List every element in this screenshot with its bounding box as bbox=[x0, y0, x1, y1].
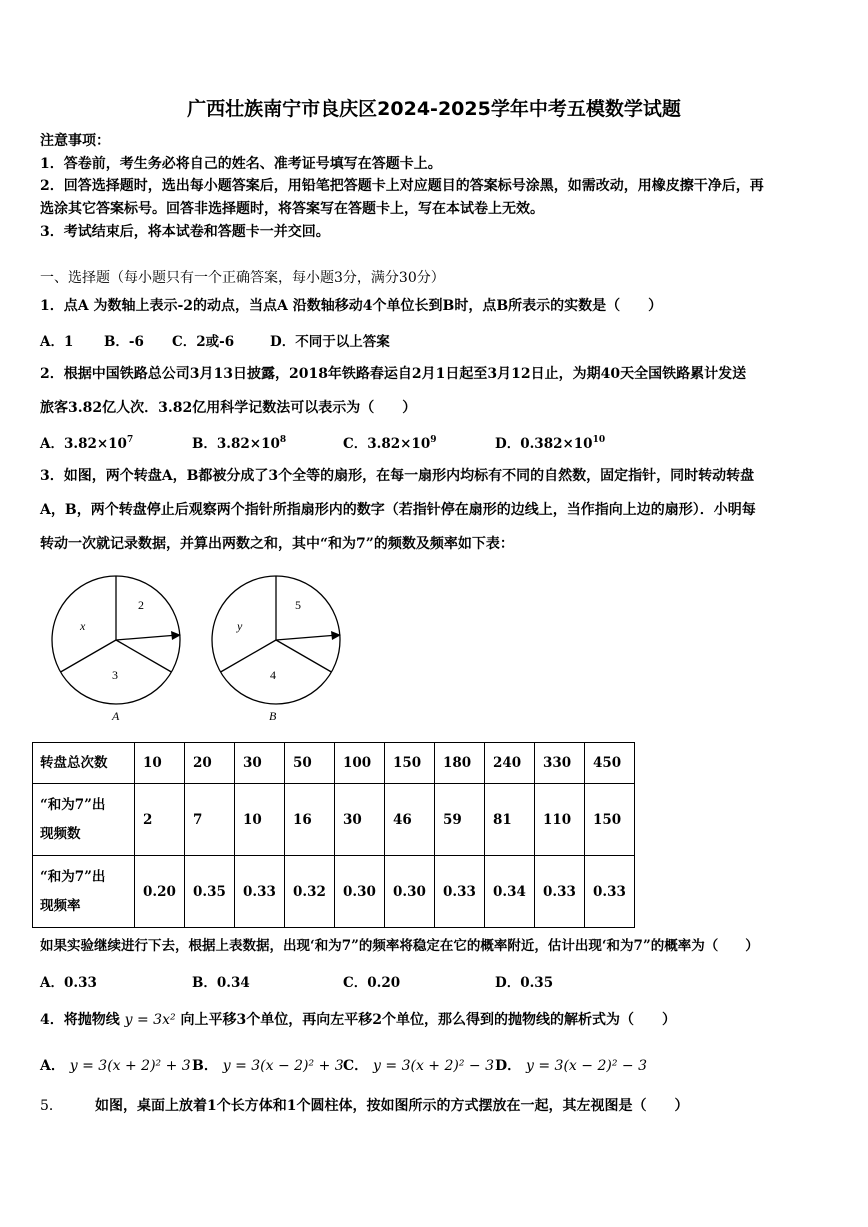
q2-option-b bbox=[192, 432, 286, 452]
q3-followup: 如果实验继续进行下去，根据上表数据，出现‘和为7”的频率将稳定在它的概率附近，估计出现‘和为7”的概率为（ ） bbox=[40, 938, 759, 954]
table-cell: 46 bbox=[385, 784, 435, 856]
q2-stem-line2: 旅客3.82亿人次．3.82亿用科学记数法可以表示为（ ） bbox=[40, 400, 417, 416]
option-label: C． bbox=[343, 1058, 369, 1074]
table-row bbox=[33, 784, 635, 856]
spinner-a-bottom: 3 bbox=[112, 668, 118, 682]
table-cell: 7 bbox=[185, 784, 235, 856]
table-cell: 0.33 bbox=[535, 856, 585, 928]
q5-stem: 如图，桌面上放着1个长方体和1个圆柱体，按如图所示的方式摆放在一起，其左视图是（ ） bbox=[95, 1098, 689, 1114]
q4-stem-post: 向上平移3个单位，再向左平移2个单位，那么得到的抛物线的解析式为（ ） bbox=[180, 1012, 676, 1028]
q4-option-b bbox=[192, 1056, 344, 1076]
table-cell: 81 bbox=[485, 784, 535, 856]
q2-b-base: B．3.82×10 bbox=[192, 436, 280, 452]
q3-option-c: C．0.20 bbox=[343, 975, 401, 991]
spinner-a bbox=[52, 576, 181, 723]
q2-c-exp: 9 bbox=[430, 435, 437, 445]
q4-a-expr: y = 3(x + 2)² + 3 bbox=[69, 1058, 191, 1074]
table-cell: 0.30 bbox=[335, 856, 385, 928]
notice-heading: 注意事项： bbox=[40, 133, 110, 149]
notice-item-2a: 2．回答选择题时，选出每小题答案后，用铅笔把答题卡上对应题目的答案标号涂黑，如需改动，用橡皮擦干净后，再 bbox=[40, 178, 764, 194]
table-cell: 330 bbox=[535, 743, 585, 784]
table-cell: 0.33 bbox=[235, 856, 285, 928]
q4-option-a bbox=[40, 1056, 191, 1076]
table-cell: 30 bbox=[335, 784, 385, 856]
table-cell: 0.30 bbox=[385, 856, 435, 928]
spinner-a-left: x bbox=[80, 619, 86, 633]
page-title: 广西壮族南宁市良庆区2024-2025学年中考五模数学试题 bbox=[187, 98, 681, 120]
table-header-cell bbox=[33, 784, 135, 856]
q4-d-expr: y = 3(x − 2)² − 3 bbox=[526, 1058, 647, 1074]
option-label: D． bbox=[495, 1058, 522, 1074]
table-cell: 16 bbox=[285, 784, 335, 856]
notice-item-3: 3．考试结束后，将本试卷和答题卡一并交回。 bbox=[40, 224, 330, 240]
q4-c-expr: y = 3(x + 2)² − 3 bbox=[373, 1058, 494, 1074]
q4-stem bbox=[40, 1010, 676, 1030]
section-heading: 一、选择题（每小题只有一个正确答案，每小题3分，满分30分） bbox=[40, 270, 445, 286]
table-cell: 0.33 bbox=[435, 856, 485, 928]
table-cell: 180 bbox=[435, 743, 485, 784]
q1-option-c: C．2或-6 bbox=[172, 334, 235, 350]
q3-option-a: A．0.33 bbox=[40, 975, 97, 991]
option-label: B． bbox=[192, 1058, 218, 1074]
q3-stem-line2: A，B，两个转盘停止后观察两个指针所指扇形内的数字（若指针停在扇形的边线上，当作指向上边的扇形）．小明每 bbox=[40, 502, 756, 518]
q2-option-a bbox=[40, 432, 133, 452]
q4-b-expr: y = 3(x − 2)² + 3 bbox=[222, 1058, 344, 1074]
q2-a-exp: 7 bbox=[126, 435, 134, 445]
q2-stem-line1: 2．根据中国铁路总公司3月13日披露，2018年铁路春运自2月1日起至3月12日止，为期40天全国铁路累计发送 bbox=[40, 366, 747, 382]
q4-parabola-expr: y = 3x² bbox=[124, 1012, 176, 1028]
spinner-a-label: A bbox=[112, 709, 120, 723]
table-cell: 30 bbox=[235, 743, 285, 784]
table-cell: 0.33 bbox=[585, 856, 635, 928]
q3-stem-line1: 3．如图，两个转盘A，B都被分成了3个全等的扇形，在每一扇形内均标有不同的自然数，固定指针，同时转动转盘 bbox=[40, 468, 755, 484]
table-cell: 20 bbox=[185, 743, 235, 784]
q4-option-d bbox=[495, 1056, 647, 1076]
table-row bbox=[33, 743, 635, 784]
table-cell: 2 bbox=[135, 784, 185, 856]
q3-option-d: D．0.35 bbox=[495, 975, 554, 991]
q2-b-exp: 8 bbox=[279, 435, 287, 445]
table-cell: 0.20 bbox=[135, 856, 185, 928]
spinner-a-top: 2 bbox=[138, 598, 144, 612]
table-cell: 0.34 bbox=[485, 856, 535, 928]
q4-stem-pre: 4．将抛物线 bbox=[40, 1012, 120, 1028]
table-cell: 0.35 bbox=[185, 856, 235, 928]
spinner-b-left: y bbox=[237, 619, 243, 633]
q2-d-base: D．0.382×10 bbox=[495, 436, 593, 452]
q3-stem-line3: 转动一次就记录数据，并算出两数之和，其中“和为7”的频数及频率如下表： bbox=[40, 536, 514, 552]
table-cell: 59 bbox=[435, 784, 485, 856]
table-cell: 110 bbox=[535, 784, 585, 856]
frequency-table bbox=[32, 742, 635, 928]
table-cell: 10 bbox=[135, 743, 185, 784]
q2-a-base: A．3.82×10 bbox=[40, 436, 127, 452]
q2-c-base: C．3.82×10 bbox=[343, 436, 431, 452]
table-cell: 100 bbox=[335, 743, 385, 784]
table-cell: 10 bbox=[235, 784, 285, 856]
notice-item-1: 1．答卷前，考生务必将自己的姓名、准考证号填写在答题卡上。 bbox=[40, 156, 442, 172]
option-label: A． bbox=[40, 1058, 65, 1074]
table-cell: 450 bbox=[585, 743, 635, 784]
table-row bbox=[33, 856, 635, 928]
notice-item-2b: 选涂其它答案标号。回答非选择题时，将答案写在答题卡上，写在本试卷上无效。 bbox=[40, 201, 544, 217]
table-cell: 0.32 bbox=[285, 856, 335, 928]
table-cell: 150 bbox=[385, 743, 435, 784]
table-header-cell bbox=[33, 856, 135, 928]
spinner-b-top: 5 bbox=[295, 598, 301, 612]
q3-option-b: B．0.34 bbox=[192, 975, 250, 991]
q1-option-a: A．1 bbox=[40, 334, 74, 350]
q5-number: 5． bbox=[40, 1098, 63, 1114]
q1-option-b: B．-6 bbox=[104, 334, 144, 350]
table-header-line: 现频数 bbox=[40, 825, 81, 842]
table-header-cell: 转盘总次数 bbox=[33, 743, 135, 784]
spinner-b-bottom: 4 bbox=[270, 668, 276, 682]
table-cell: 240 bbox=[485, 743, 535, 784]
q1-stem: 1．点A 为数轴上表示-2的动点，当点A 沿数轴移动4个单位长到B时，点B所表示的实数是（ ） bbox=[40, 298, 663, 314]
spinner-b-label: B bbox=[269, 709, 277, 723]
q4-option-c bbox=[343, 1056, 494, 1076]
q2-d-exp: 10 bbox=[592, 435, 606, 445]
spinners-figure bbox=[40, 574, 360, 730]
spinner-b bbox=[212, 576, 341, 723]
table-cell: 150 bbox=[585, 784, 635, 856]
q2-option-c bbox=[343, 432, 437, 452]
q2-option-d bbox=[495, 432, 605, 452]
table-cell: 50 bbox=[285, 743, 335, 784]
table-header-line: “和为7”出 bbox=[40, 868, 106, 885]
q1-option-d: D．不同于以上答案 bbox=[270, 334, 390, 350]
table-header-line: “和为7”出 bbox=[40, 796, 106, 813]
table-header-line: 现频率 bbox=[40, 897, 81, 914]
